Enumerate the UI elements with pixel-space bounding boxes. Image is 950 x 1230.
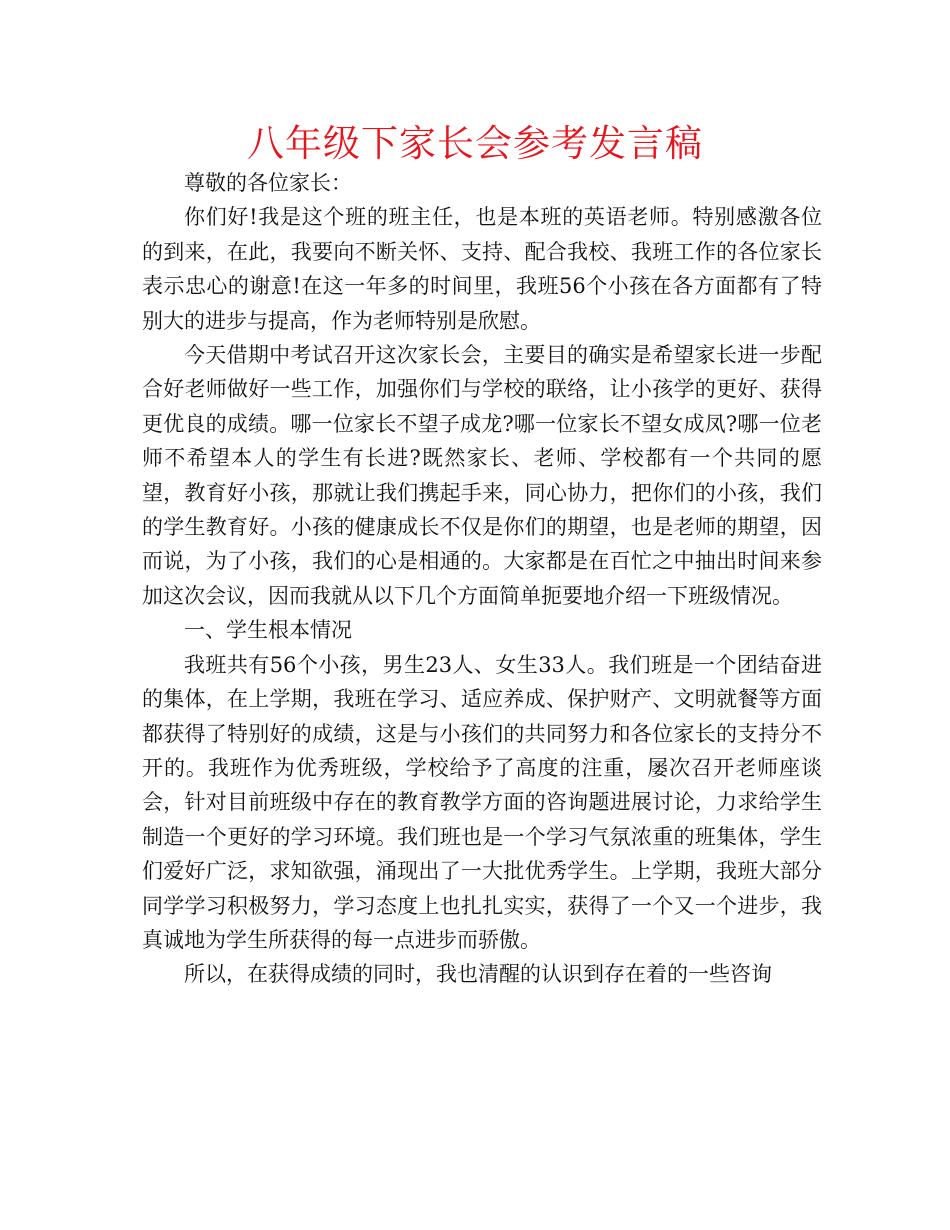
salutation-paragraph: 尊敬的各位家长： [184, 171, 352, 195]
class-situation-paragraph: 我班共有56个小孩，男生23人、女生33人。我们班是一个团结奋进的集体，在上学期，我班在学习、适应养成、保护财产、文明就餐等方面都获得了特别好的成绩，这是与小孩们的共同努力和各位家长的支持分不开的。我班作为优秀班级，学校给予了高度的注重，屡次召开老师座谈会，针对目前班级中存在的教育教学方面的咨询题进展讨论，力求给学生制造一个更好的学习环境。我们班也是一个学习气氛浓重的班集体，学生们爱好广泛，求知欲强，涌现出了一大批优秀学生。上学期，我班大部分同学学习积极努力，学习态度上也扎扎实实，获得了一个又一个进步，我真诚地为学生所获得的每一点进步而骄傲。 [142, 652, 822, 952]
document-title: 八年级下家长会参考发言稿 [247, 122, 703, 165]
document-body [142, 166, 822, 992]
greeting-paragraph: 你们好!我是这个班的班主任，也是本班的英语老师。特别感激各位的到来，在此，我要向不断关怀、支持、配合我校、我班工作的各位家长表示忠心的谢意!在这一年多的时间里，我班56个小孩在各方面都有了特别大的进步与提高，作为老师特别是欣慰。 [142, 205, 822, 333]
purpose-paragraph: 今天借期中考试召开这次家长会，主要目的确实是希望家长进一步配合好老师做好一些工作，加强你们与学校的联络，让小孩学的更好、获得更优良的成绩。哪一位家长不望子成龙?哪一位家长不望女成凤?哪一位老师不希望本人的学生有长进?既然家长、老师、学校都有一个共同的愿望，教育好小孩，那就让我们携起手来，同心协力，把你们的小孩，我们的学生教育好。小孩的健康成长不仅是你们的期望，也是老师的期望，因而说，为了小孩，我们的心是相通的。大家都是在百忙之中抽出时间来参加这次会议，因而我就从以下几个方面简单扼要地介绍一下班级情况。 [142, 343, 822, 608]
section-heading: 一、学生根本情况 [184, 618, 352, 643]
continuation-paragraph: 所以，在获得成绩的同时，我也清醒的认识到存在着的一些咨询 [184, 962, 772, 987]
